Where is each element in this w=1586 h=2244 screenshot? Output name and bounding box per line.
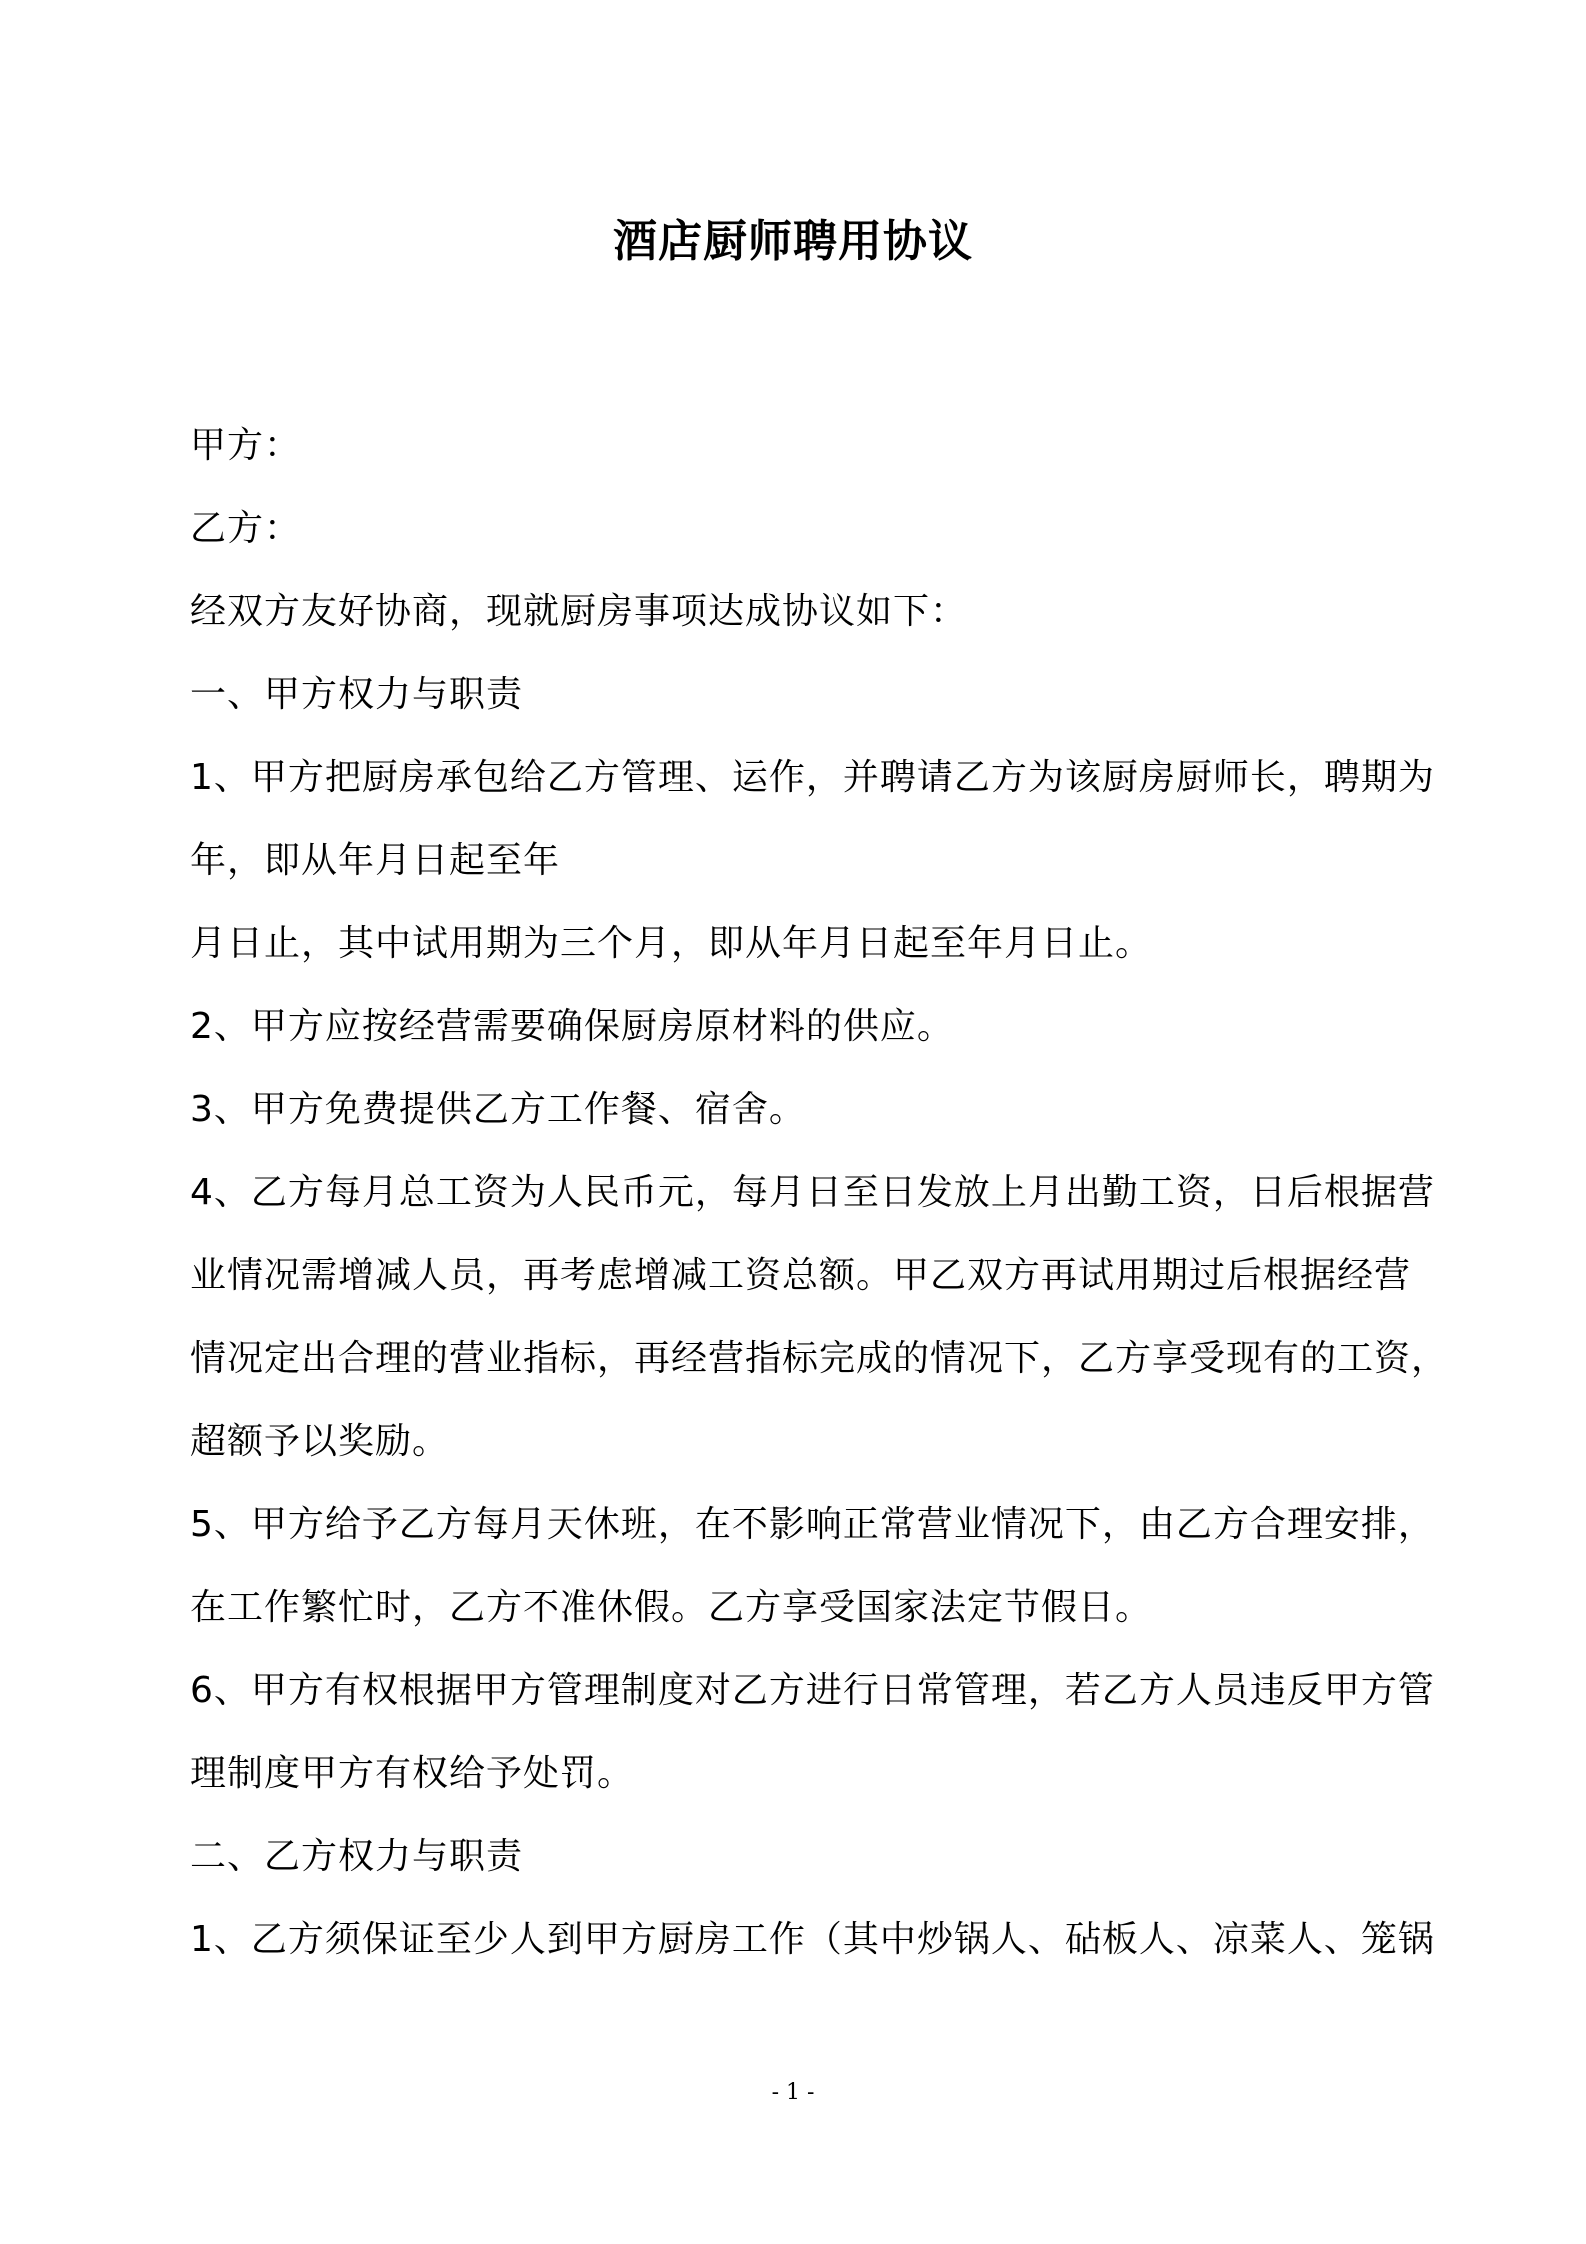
paragraph-line: 超额予以奖励。 (190, 1421, 450, 1462)
paragraph-line: 业情况需增减人员，再考虑增减工资总额。甲乙双方再试用期过后根据经营 (190, 1255, 1412, 1296)
party-a-line: 甲方： (190, 425, 302, 466)
paragraph-line: 1、甲方把厨房承包给乙方管理、运作，并聘请乙方为该厨房厨师长，聘期为 (190, 757, 1435, 798)
intro-line: 经双方友好协商，现就厨房事项达成协议如下： (190, 591, 968, 632)
paragraph-line: 5、甲方给予乙方每月天休班，在不影响正常营业情况下，由乙方合理安排， (190, 1504, 1435, 1545)
paragraph-line: 理制度甲方有权给予处罚。 (190, 1753, 635, 1794)
section-heading-2: 二、乙方权力与职责 (190, 1836, 524, 1877)
paragraph-line: 情况定出合理的营业指标，再经营指标完成的情况下，乙方享受现有的工资， (190, 1338, 1449, 1379)
document-body (190, 404, 1449, 1981)
page-number: - 1 - (771, 2080, 815, 2105)
paragraph-line: 1、乙方须保证至少人到甲方厨房工作（其中炒锅人、砧板人、凉菜人、笼锅 (190, 1919, 1435, 1960)
paragraph-line: 2、甲方应按经营需要确保厨房原材料的供应。 (190, 1006, 954, 1047)
paragraph-line: 3、甲方免费提供乙方工作餐、宿舍。 (190, 1089, 806, 1130)
party-b-line: 乙方： (190, 508, 302, 549)
paragraph-line: 在工作繁忙时，乙方不准休假。乙方享受国家法定节假日。 (190, 1587, 1153, 1628)
section-heading-1: 一、甲方权力与职责 (190, 674, 524, 715)
paragraph-line: 月日止，其中试用期为三个月，即从年月日起至年月日止。 (190, 923, 1153, 964)
paragraph-line: 4、乙方每月总工资为人民币元，每月日至日发放上月出勤工资，日后根据营 (190, 1172, 1435, 1213)
paragraph-line: 年，即从年月日起至年 (190, 840, 561, 881)
paragraph-line: 6、甲方有权根据甲方管理制度对乙方进行日常管理，若乙方人员违反甲方管 (190, 1670, 1435, 1711)
document-title: 酒店厨师聘用协议 (613, 216, 973, 267)
